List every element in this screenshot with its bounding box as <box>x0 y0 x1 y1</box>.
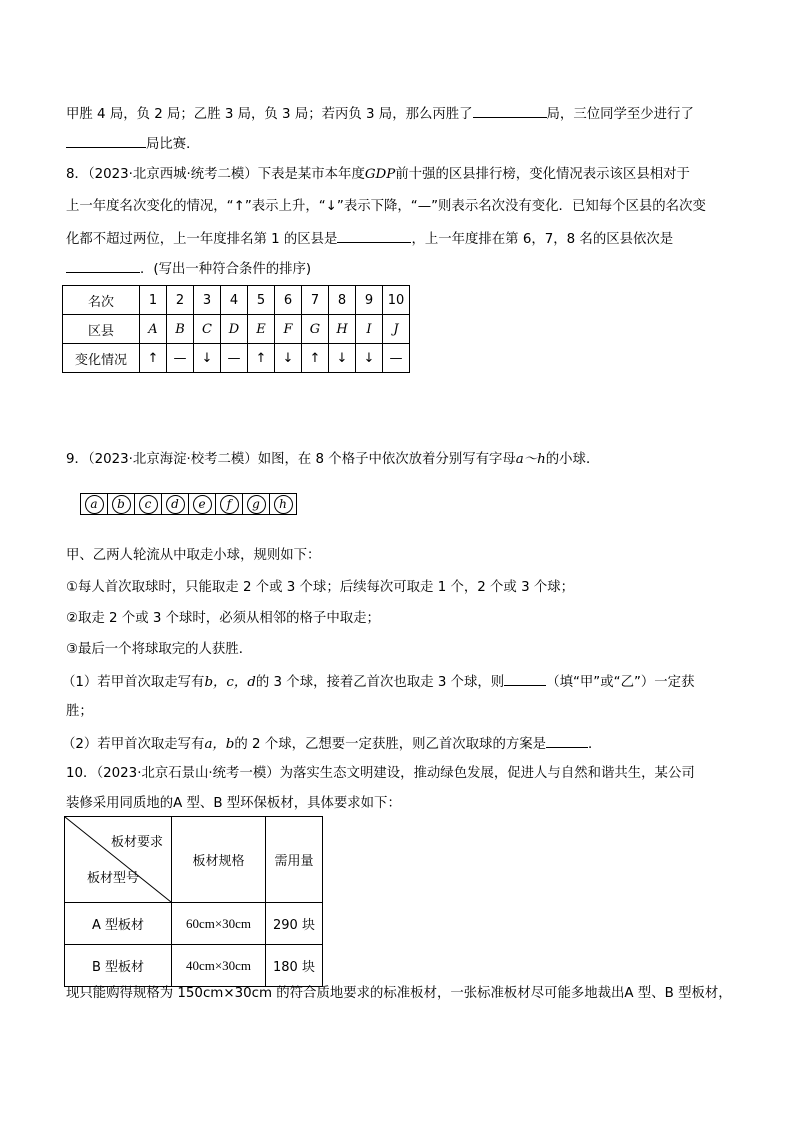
grid-cell <box>81 494 108 514</box>
district-cell: J <box>383 315 410 344</box>
change-cell: ↑ <box>302 344 329 373</box>
table-row: 变化情况 ↑ — ↓ — ↑ ↓ ↑ ↓ ↓ — <box>63 344 410 373</box>
q8-line-3: 化都不超过两位，上一年度排名第 1 的区县是 ，上一年度排在第 6，7，8 名的区县依次是 <box>66 228 673 250</box>
rank-cell: 10 <box>383 286 410 315</box>
change-cell: ↓ <box>329 344 356 373</box>
q10-line-3: 现只能购得规格为 150cm×30cm 的符合质地要求的标准板材，一张标准板材尽可能多地裁出A 型、B 型板材， <box>66 986 732 1001</box>
grid-cell <box>216 494 243 514</box>
rank-cell: 1 <box>140 286 167 315</box>
q9-part-1: （1）若甲首次取走写有b，c，d的 3 个球，接着乙首次也取走 3 个球，则 （填“甲”或“乙”）一定获 <box>62 671 694 693</box>
q8-line-1: 8．（2023·北京西城·统考二模）下表是某市本年度GDP前十强的区县排行榜，变化情况表示该区县相对于 <box>66 167 690 182</box>
district-cell: I <box>356 315 383 344</box>
change-cell: ↓ <box>356 344 383 373</box>
grid-cell <box>189 494 216 514</box>
ball-icon: a <box>85 495 104 514</box>
change-cell: ↑ <box>248 344 275 373</box>
col-header-spec: 板材规格 <box>172 817 266 903</box>
rank-cell: 2 <box>167 286 194 315</box>
grid-cell <box>108 494 135 514</box>
change-cell: — <box>383 344 410 373</box>
q7-line-1: 甲胜 4 局，负 2 局；乙胜 3 局，负 3 局；若丙负 3 局，那么丙胜了 局，三位同学至少进行了 <box>66 103 694 125</box>
ball-icon: d <box>166 495 185 514</box>
district-cell: B <box>167 315 194 344</box>
district-cell: G <box>302 315 329 344</box>
district-cell: H <box>329 315 356 344</box>
change-cell: — <box>167 344 194 373</box>
change-cell: ↓ <box>275 344 302 373</box>
rank-cell: 3 <box>194 286 221 315</box>
change-cell: ↓ <box>194 344 221 373</box>
table-row <box>65 817 323 903</box>
grid-cell <box>135 494 162 514</box>
rank-cell: 5 <box>248 286 275 315</box>
answer-blank[interactable] <box>66 258 140 273</box>
q8-line-4: ．(写出一种符合条件的排序) <box>66 258 311 280</box>
diagonal-divider <box>65 817 171 902</box>
ball-icon: c <box>139 495 158 514</box>
district-cell: E <box>248 315 275 344</box>
q8-line-2: 上一年度名次变化的情况，“↑”表示上升，“↓”表示下降，“—”则表示名次没有变化．已知每个区县的名次变 <box>66 199 706 214</box>
grid-cell <box>270 494 296 514</box>
table-row: 名次 1 2 3 4 5 6 7 8 9 10 <box>63 286 410 315</box>
ball-icon: h <box>274 495 293 514</box>
board-spec-table <box>64 816 323 987</box>
q9-rules-intro: 甲、乙两人轮流从中取走小球，规则如下： <box>66 548 321 563</box>
answer-blank[interactable] <box>546 733 588 748</box>
answer-blank[interactable] <box>473 103 547 118</box>
answer-blank[interactable] <box>337 228 411 243</box>
district-cell: F <box>275 315 302 344</box>
rank-cell: 7 <box>302 286 329 315</box>
table-row: B 型板材 40cm×30cm 180 块 <box>65 945 323 987</box>
q9-line-1: 9．（2023·北京海淀·校考二模）如图，在 8 个格子中依次放着分别写有字母a～h的小球． <box>66 452 600 467</box>
rank-cell: 6 <box>275 286 302 315</box>
ball-icon: g <box>247 495 266 514</box>
q10-line-2: 装修采用同质地的A 型、B 型环保板材，具体要求如下： <box>66 796 401 811</box>
district-cell: A <box>140 315 167 344</box>
answer-blank[interactable] <box>504 671 546 686</box>
rank-cell: 9 <box>356 286 383 315</box>
col-header-qty: 需用量 <box>266 817 323 903</box>
ball-icon: f <box>220 495 239 514</box>
diagonal-header-cell: 板材要求 板材型号 <box>65 817 172 903</box>
q9-rule-3: ③最后一个将球取完的人获胜． <box>66 642 253 657</box>
q7-line-2: 局比赛． <box>66 133 200 155</box>
ball-icon: e <box>193 495 212 514</box>
ball-grid <box>80 493 297 515</box>
change-cell: — <box>221 344 248 373</box>
district-ranking-table <box>62 285 410 373</box>
answer-blank[interactable] <box>66 133 146 148</box>
district-cell: C <box>194 315 221 344</box>
q9-part-1-cont: 胜； <box>66 704 93 719</box>
grid-cell <box>162 494 189 514</box>
q9-part-2: （2）若甲首次取走写有a，b的 2 个球，乙想要一定获胜，则乙首次取球的方案是 ． <box>62 733 601 755</box>
q9-rule-1: ①每人首次取球时，只能取走 2 个或 3 个球；后续每次可取走 1 个，2 个或 3 个球； <box>66 580 575 595</box>
table-row: 区县 A B C D E F G H I J <box>63 315 410 344</box>
q10-line-1: 10．（2023·北京石景山·统考一模）为落实生态文明建设，推动绿色发展，促进人与自然和谐共生，某公司 <box>66 766 695 781</box>
grid-cell <box>243 494 270 514</box>
table-row: A 型板材 60cm×30cm 290 块 <box>65 903 323 945</box>
rank-cell: 4 <box>221 286 248 315</box>
rank-cell: 8 <box>329 286 356 315</box>
change-cell: ↑ <box>140 344 167 373</box>
district-cell: D <box>221 315 248 344</box>
q9-rule-2: ②取走 2 个或 3 个球时，必须从相邻的格子中取走； <box>66 611 380 626</box>
ball-icon: b <box>112 495 131 514</box>
